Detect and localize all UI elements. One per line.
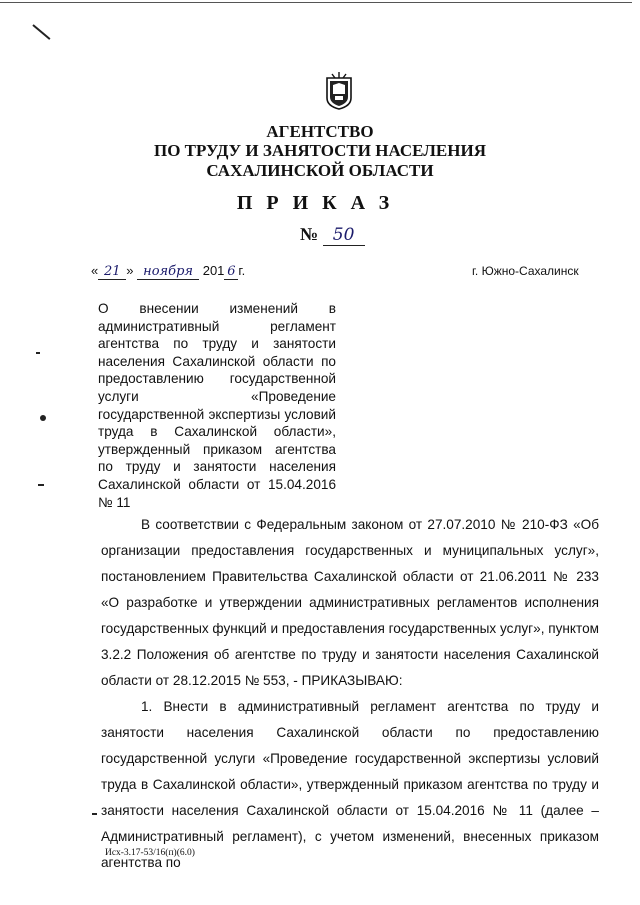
date-close-quote: » xyxy=(126,263,134,278)
agency-title-line-2: ПО ТРУДУ И ЗАНЯТОСТИ НАСЕЛЕНИЯ xyxy=(153,141,486,160)
date-open-quote: « xyxy=(91,263,99,278)
outgoing-reference: Исх-3.17-53/16(п)(6.0) xyxy=(105,848,195,858)
agency-title-line-3: САХАЛИНСКОЙ ОБЛАСТИ xyxy=(206,161,434,180)
date-year-abbrev: г. xyxy=(238,263,246,278)
city-location: г. Южно-Сахалинск xyxy=(472,264,579,278)
scan-speck xyxy=(92,813,97,815)
order-subject: О внесении изменений в административный регламент агентства по труду и занятости населения Сахалинской области по предоставлению государственной услуги «Проведение государственной экспертизы условий труда в Сахалинской области», утвержденный приказом агентства по труду и занятости населения Сахалинской области от 15.04.2016 № 11 xyxy=(98,301,336,510)
coat-of-arms-icon xyxy=(326,72,352,110)
scan-speck xyxy=(36,352,40,354)
document-type-heading: ПРИКАЗ xyxy=(236,192,404,214)
date-year-suffix: 6 xyxy=(224,264,238,280)
date-month: ноября xyxy=(137,264,199,280)
order-body xyxy=(101,512,599,876)
scan-speck xyxy=(38,484,44,486)
scan-mark xyxy=(32,24,50,40)
order-date xyxy=(91,263,245,280)
body-paragraph-item-1: 1. Внести в административный регламент агентства по труду и занятости населения Сахалинской области по предоставлению государственной услуги «Проведение государственной экспертизы условий труда в Сахалинской области», утвержденный приказом агентства по труду и занятости населения Сахалинской области от 15.04.2016 № 11 (далее – Административный регламент), с учетом изменений, внесенных приказом агентства по xyxy=(101,699,599,870)
agency-title-line-1: АГЕНТСТВО xyxy=(266,122,374,141)
date-year-prefix: 201 xyxy=(202,263,225,278)
scan-speck xyxy=(40,415,46,421)
order-number xyxy=(300,224,365,246)
scan-top-rule xyxy=(0,2,632,3)
date-day: 21 xyxy=(98,264,126,280)
number-sign: № xyxy=(300,224,319,244)
body-paragraph-preamble: В соответствии с Федеральным законом от 27.07.2010 № 210-ФЗ «Об организации предоставления государственных и муниципальных услуг», постановлением Правительства Сахалинской области от 21.06.2011 № 233 «О разработке и утверждении административных регламентов исполнения государственных функций и предоставления государственных услуг», пунктом 3.2.2 Положения об агентстве по труду и занятости населения Сахалинской области от 28.12.2015 № 553, - ПРИКАЗЫВАЮ: xyxy=(101,517,599,688)
order-number-value: 50 xyxy=(323,225,365,246)
